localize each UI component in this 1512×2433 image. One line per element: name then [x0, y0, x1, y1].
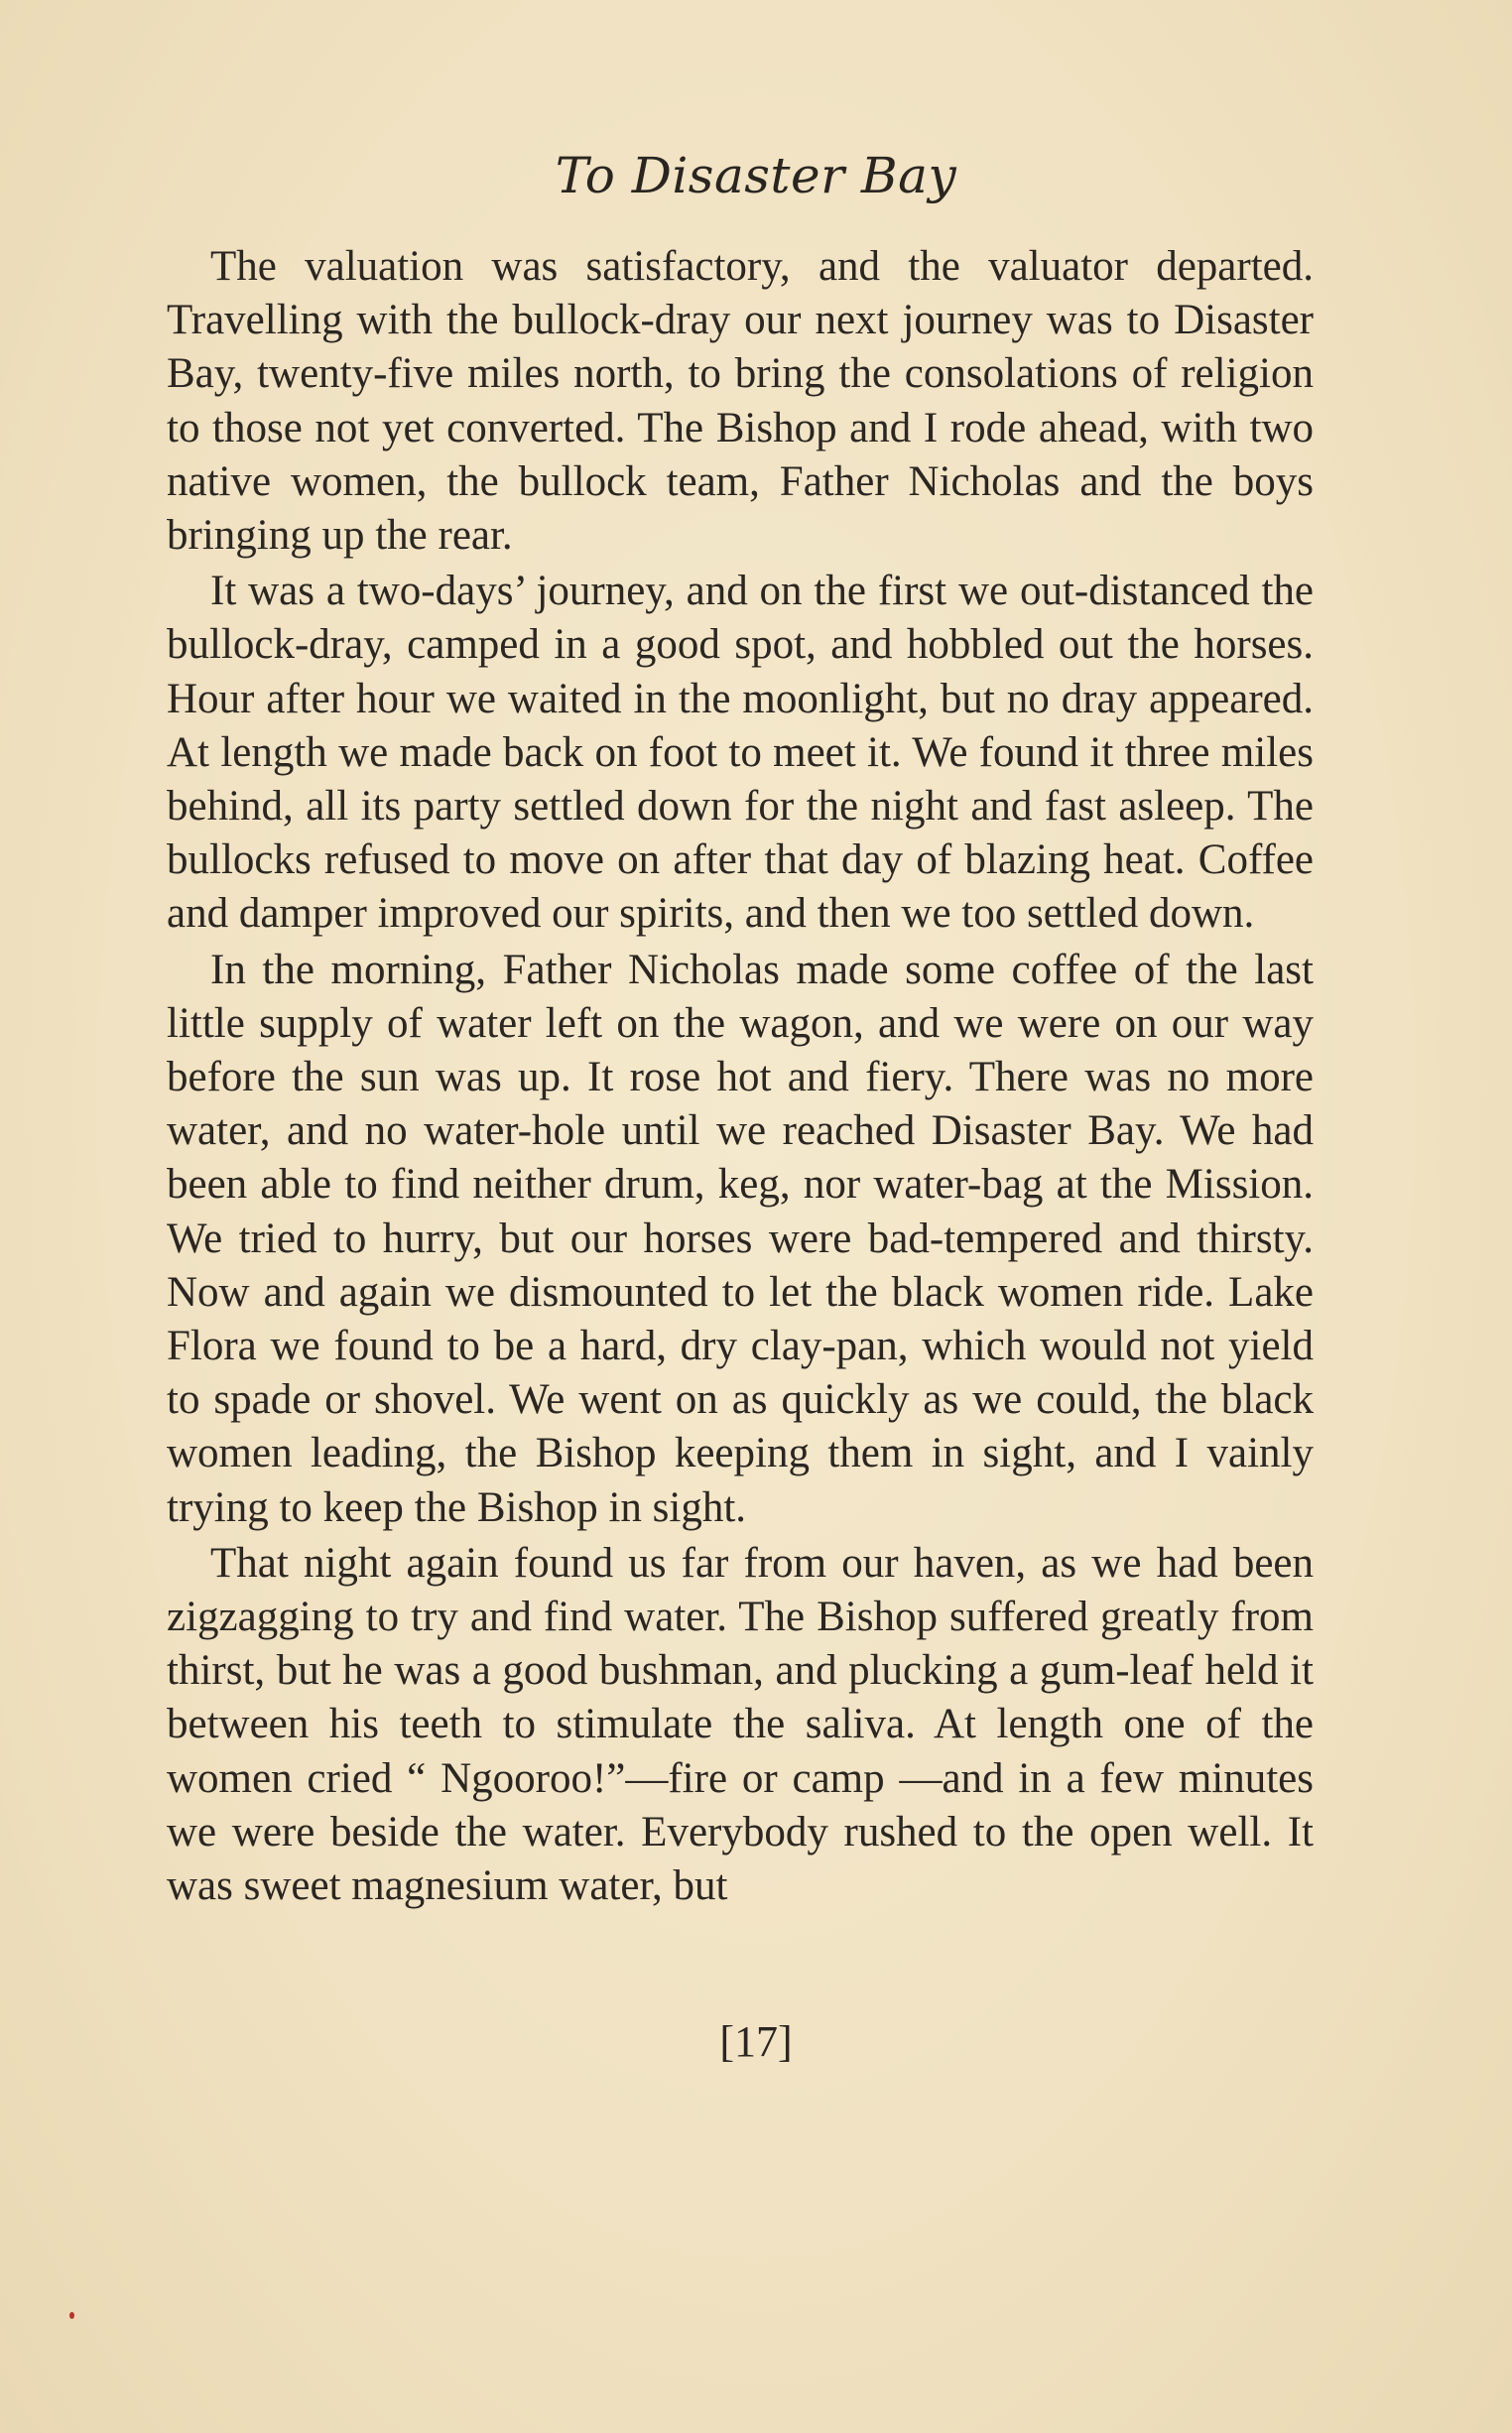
paragraph-3: In the morning, Father Nicholas made some coffee of the last little supply of water left on the wagon, and we were on our way before the sun was up. It rose hot and fiery. There was no more water, and no water-hole until we reached Disaster Bay. We had been able to find neither drum, keg, nor water-bag at the Mission. We tried to hurry, but our horses were bad-tempered and thirsty. Now and again we dismounted to let the black women ride. Lake Flora we found to be a hard, dry clay-pan, which would not yield to spade or shovel. We went on as quickly as we could, the black women leading, the Bishop keeping them in sight, and I vainly trying to keep the Bishop in sight. [167, 946, 1314, 1531]
running-head: To Disaster Bay [555, 147, 957, 204]
body-text [167, 240, 1314, 1913]
paragraph-2: It was a two-days’ journey, and on the first we out-distanced the bullock-dray, camped in a good spot, and hobbled out the horses. Hour after hour we waited in the moonlight, but no dray appeared. At length we made back on foot to meet it. We found it three miles behind, all its party settled down for the night and fast asleep. The bullocks refused to move on after that day of blazing heat. Coffee and damper improved our spirits, and then we too settled down. [167, 568, 1314, 938]
page-number: [17] [719, 2017, 793, 2066]
paper-speck [69, 2312, 74, 2319]
paragraph-4: That night again found us far from our haven, as we had been zigzagging to try and find water. The Bishop suffered greatly from thirst, but he was a good bushman, and plucking a gum-leaf held it between his teeth to stimulate the saliva. At length one of the women cried “ Ngooroo!”—fire or camp —and in a few minutes we were beside the water. Everybody rushed to the open well. It was sweet magnesium water, but [167, 1539, 1314, 1910]
paragraph-1: The valuation was satisfactory, and the valuator departed. Travelling with the bullock-dray our next journey was to Disaster Bay, twenty-five miles north, to bring the consolations of religion to those not yet converted. The Bishop and I rode ahead, with two native women, the bullock team, Father Nicholas and the boys bringing up the rear. [167, 243, 1314, 560]
